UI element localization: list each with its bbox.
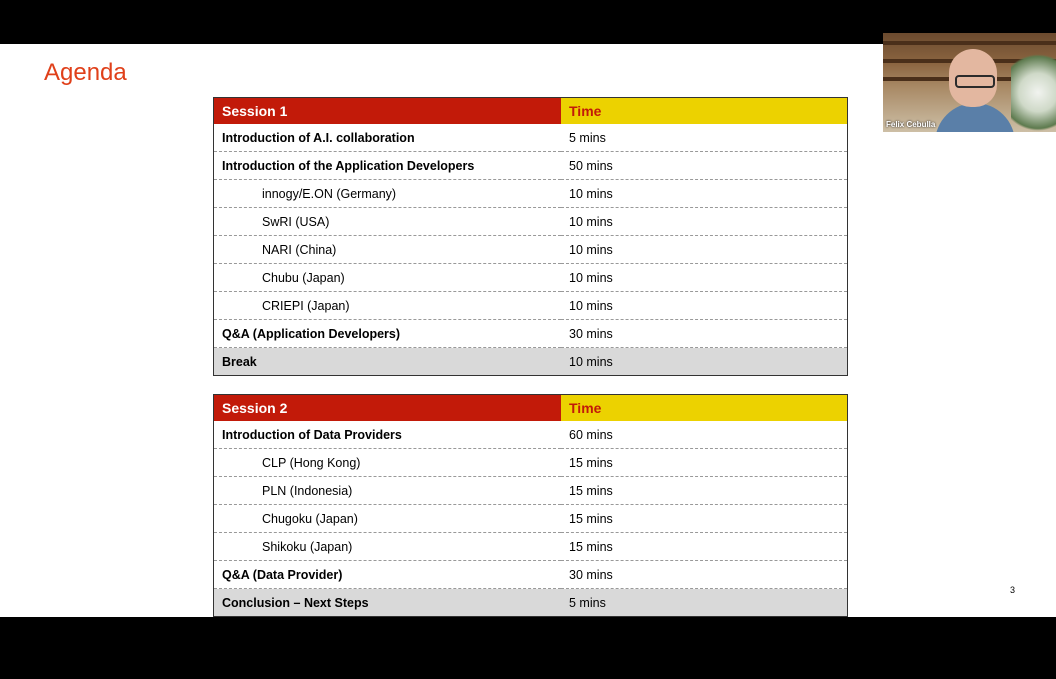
agenda-row [214, 320, 848, 348]
agenda-item-time: 10 mins [561, 264, 848, 292]
time-header-label: Time [561, 395, 848, 422]
agenda-row [214, 208, 848, 236]
slide-title: Agenda [44, 59, 127, 86]
session-header-label: Session 1 [214, 98, 562, 125]
agenda-row [214, 449, 848, 477]
agenda-item-time: 10 mins [561, 348, 848, 376]
participant-body [935, 103, 1015, 132]
agenda-item-time: 60 mins [561, 421, 848, 449]
agenda-item-time: 10 mins [561, 208, 848, 236]
session-header-label: Session 2 [214, 395, 562, 422]
agenda-item-time: 15 mins [561, 477, 848, 505]
agenda-item-label: CLP (Hong Kong) [214, 449, 562, 477]
agenda-item-label: PLN (Indonesia) [214, 477, 562, 505]
agenda-row [214, 421, 848, 449]
participant-video-tile[interactable] [883, 33, 1056, 132]
agenda-item-label: Q&A (Application Developers) [214, 320, 562, 348]
agenda-item-label: innogy/E.ON (Germany) [214, 180, 562, 208]
agenda-item-label: Q&A (Data Provider) [214, 561, 562, 589]
agenda-item-label: SwRI (USA) [214, 208, 562, 236]
session-header-row [214, 98, 848, 125]
agenda-item-time: 30 mins [561, 561, 848, 589]
agenda-row [214, 505, 848, 533]
agenda-row [214, 264, 848, 292]
glasses-icon [955, 75, 995, 88]
session-header-row [214, 395, 848, 422]
agenda-item-time: 5 mins [561, 589, 848, 617]
background-plant [1011, 53, 1056, 132]
agenda-item-time: 15 mins [561, 533, 848, 561]
agenda-item-time: 15 mins [561, 449, 848, 477]
page-number: 3 [1010, 585, 1016, 595]
agenda-item-time: 10 mins [561, 292, 848, 320]
agenda-item-label: Shikoku (Japan) [214, 533, 562, 561]
session-1-table [213, 97, 848, 376]
agenda-item-time: 5 mins [561, 124, 848, 152]
agenda-row [214, 477, 848, 505]
agenda-row [214, 589, 848, 617]
time-header-label: Time [561, 98, 848, 125]
agenda-row [214, 292, 848, 320]
agenda-row [214, 348, 848, 376]
agenda-item-label: Conclusion – Next Steps [214, 589, 562, 617]
session-2-table [213, 394, 848, 617]
participant-name-label: Felix Cebulla [886, 120, 936, 129]
agenda-row [214, 124, 848, 152]
agenda-row [214, 561, 848, 589]
agenda-row [214, 533, 848, 561]
agenda-item-label: Introduction of Data Providers [214, 421, 562, 449]
agenda-item-label: Break [214, 348, 562, 376]
agenda-item-time: 50 mins [561, 152, 848, 180]
agenda-item-label: NARI (China) [214, 236, 562, 264]
agenda-row [214, 236, 848, 264]
agenda-item-label: Introduction of A.I. collaboration [214, 124, 562, 152]
agenda-row [214, 152, 848, 180]
agenda-item-label: CRIEPI (Japan) [214, 292, 562, 320]
agenda-row [214, 180, 848, 208]
agenda-item-time: 15 mins [561, 505, 848, 533]
agenda-item-label: Introduction of the Application Developers [214, 152, 562, 180]
agenda-item-label: Chugoku (Japan) [214, 505, 562, 533]
agenda-item-time: 30 mins [561, 320, 848, 348]
agenda-item-time: 10 mins [561, 236, 848, 264]
agenda-item-time: 10 mins [561, 180, 848, 208]
agenda-item-label: Chubu (Japan) [214, 264, 562, 292]
background-shelf [883, 41, 1056, 45]
